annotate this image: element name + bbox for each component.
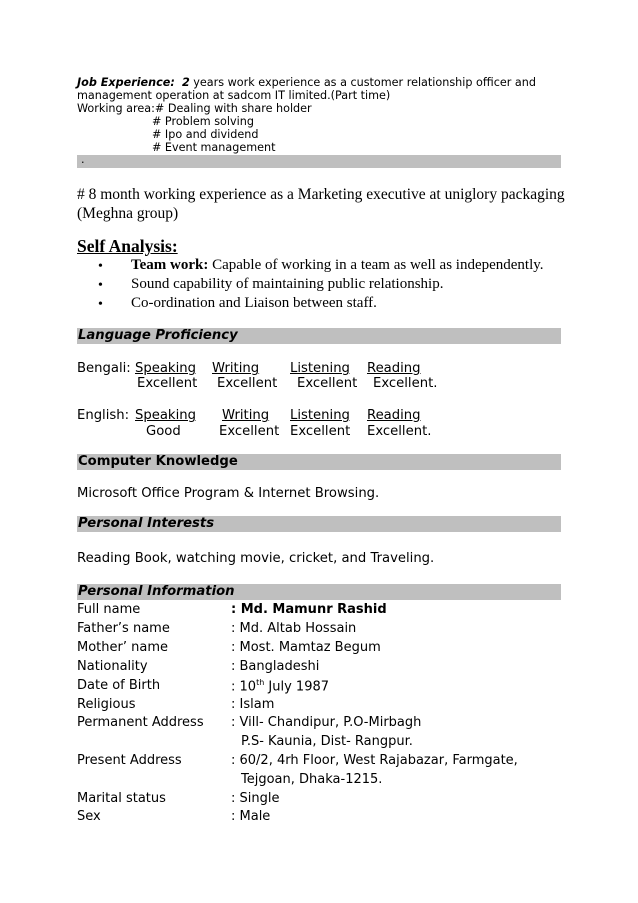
- present-address-label: Present Address: [77, 753, 182, 768]
- job-experience-label: Job Experience:: [77, 76, 175, 89]
- nationality-value: : Bangladeshi: [231, 659, 320, 674]
- section-bar: [77, 516, 561, 532]
- english-writing: Excellent: [219, 424, 280, 439]
- dob-rest: July 1987: [264, 679, 330, 695]
- father-value: : Md. Altab Hossain: [231, 621, 357, 636]
- bengali-speaking: Excellent: [137, 376, 198, 391]
- self-analysis-item-bold: Team work:: [131, 257, 209, 273]
- english-speaking: Good: [146, 424, 181, 439]
- bengali-writing: Excellent: [217, 376, 278, 391]
- marketing-line1: # 8 month working experience as a Marketing executive at uniglory packaging: [77, 186, 565, 203]
- self-analysis-item: [131, 257, 544, 274]
- job-experience-line2: management operation at sadcom IT limited.(Part time): [77, 89, 391, 102]
- bar-dot: .: [81, 153, 85, 166]
- mother-value: : Most. Mamtaz Begum: [231, 640, 381, 655]
- divider-bar: [77, 155, 561, 168]
- interests-heading: Personal Interests: [78, 516, 215, 531]
- job-experience-text: years work experience as a customer relationship officer and: [189, 76, 536, 89]
- marital-value: : Single: [231, 791, 280, 806]
- marketing-line2: (Meghna group): [77, 205, 179, 222]
- interests-text: Reading Book, watching movie, cricket, and Traveling.: [77, 551, 435, 566]
- permanent-address-line2: P.S- Kaunia, Dist- Rangpur.: [241, 734, 413, 749]
- bullet-icon: •: [98, 297, 103, 312]
- job-experience-years: 2: [181, 76, 190, 89]
- english-label: English:: [77, 408, 130, 423]
- dob-day: : 10: [231, 679, 257, 695]
- full-name-label: Full name: [77, 602, 141, 617]
- section-bar: [77, 328, 561, 344]
- dob-value: [231, 678, 329, 694]
- dob-label: Date of Birth: [77, 678, 161, 693]
- header-speaking: Speaking: [135, 408, 196, 423]
- working-area-line: [77, 103, 312, 116]
- self-analysis-item-text: Capable of working in a team as well as independently.: [208, 257, 544, 273]
- mother-label: Mother’ name: [77, 640, 168, 655]
- full-name-value: : Md. Mamunr Rashid: [231, 602, 387, 617]
- english-listening: Excellent: [290, 424, 351, 439]
- dob-suffix: th: [256, 678, 265, 687]
- section-bar: [77, 454, 561, 470]
- working-area-label: Working area:: [77, 102, 155, 115]
- working-area-item: # Ipo and dividend: [152, 128, 259, 141]
- nationality-label: Nationality: [77, 659, 148, 674]
- header-writing: Writing: [212, 361, 260, 376]
- header-listening: Listening: [290, 361, 350, 376]
- bengali-reading: Excellent.: [373, 376, 438, 391]
- computer-text: Microsoft Office Program & Internet Browsing.: [77, 486, 380, 501]
- header-listening: Listening: [290, 408, 350, 423]
- header-reading: Reading: [367, 408, 421, 423]
- job-experience-line1: [77, 77, 536, 90]
- permanent-address-line1: : Vill- Chandipur, P.O-Mirbagh: [231, 715, 422, 730]
- computer-heading: Computer Knowledge: [78, 454, 238, 469]
- sex-label: Sex: [77, 809, 101, 824]
- marital-label: Marital status: [77, 791, 166, 806]
- header-writing: Writing: [222, 408, 270, 423]
- permanent-address-label: Permanent Address: [77, 715, 204, 730]
- language-heading: Language Proficiency: [78, 328, 238, 343]
- present-address-line2: Tejgoan, Dhaka-1215.: [241, 772, 383, 787]
- religion-value: : Islam: [231, 697, 275, 712]
- header-reading: Reading: [367, 361, 421, 376]
- self-analysis-item: Co-ordination and Liaison between staff.: [131, 295, 377, 311]
- bullet-icon: •: [98, 278, 103, 293]
- father-label: Father’s name: [77, 621, 170, 636]
- bengali-label: Bengali:: [77, 361, 131, 376]
- religion-label: Religious: [77, 697, 136, 712]
- bengali-listening: Excellent: [297, 376, 358, 391]
- section-bar: [77, 584, 561, 600]
- working-area-item: # Dealing with share holder: [154, 102, 312, 115]
- personal-heading: Personal Information: [78, 584, 235, 599]
- self-analysis-item: Sound capability of maintaining public relationship.: [131, 276, 444, 292]
- working-area-item: # Problem solving: [152, 115, 254, 128]
- present-address-line1: : 60/2, 4rh Floor, West Rajabazar, Farmgate,: [231, 753, 518, 768]
- header-speaking: Speaking: [135, 361, 196, 376]
- self-analysis-heading: Self Analysis:: [77, 236, 178, 256]
- working-area-item: # Event management: [152, 141, 276, 154]
- bullet-icon: •: [98, 259, 103, 274]
- sex-value: : Male: [231, 809, 271, 824]
- english-reading: Excellent.: [367, 424, 432, 439]
